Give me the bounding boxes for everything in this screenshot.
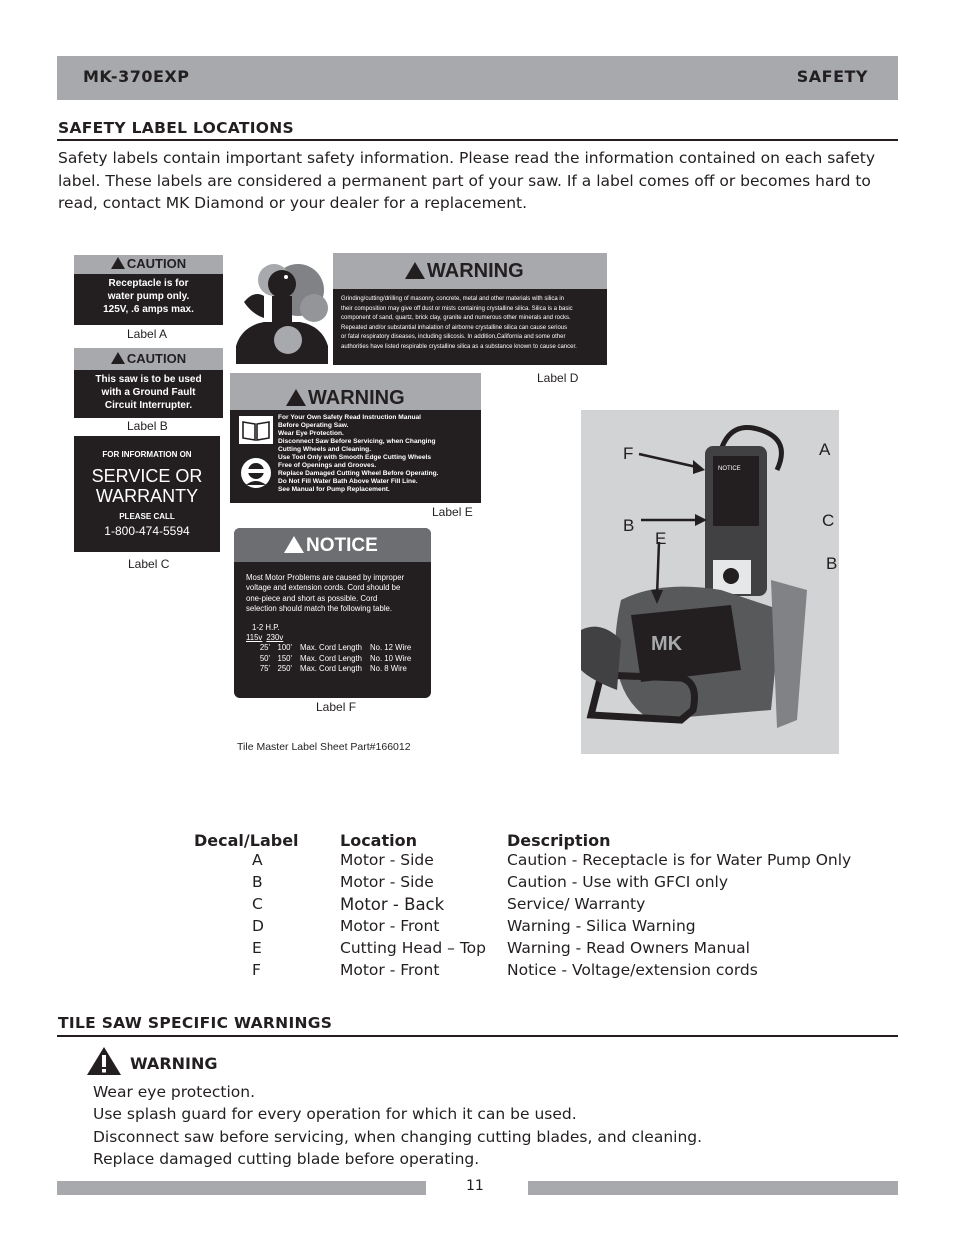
label-f-cord-table [246, 623, 411, 674]
photo-notice-text: NOTICE [718, 466, 741, 472]
warning-triangle-icon [111, 352, 125, 364]
dust-inhalation-pictogram-icon [234, 262, 330, 364]
warning-triangle-icon [111, 257, 125, 269]
col-header-description: Description [507, 831, 611, 850]
label-locations-title: SAFETY LABEL LOCATIONS [58, 119, 294, 137]
label-a-heading: CAUTION [74, 255, 223, 274]
label-b-heading: CAUTION [74, 348, 223, 370]
label-c-top: FOR INFORMATION ON [102, 450, 192, 459]
eye-protection-icon [240, 457, 272, 489]
label-f-heading: NOTICE [234, 528, 431, 562]
label-b-caption: Label B [127, 419, 168, 433]
table-row: 75' 250' Max. Cord Length No. 8 Wire [259, 663, 407, 673]
tile-saw-illustration-icon [581, 410, 839, 754]
col-header-location: Location [340, 831, 417, 850]
label-c-caption: Label C [128, 557, 170, 571]
label-sheet-caption: Tile Master Label Sheet Part#166012 [237, 741, 411, 753]
callout-b-left: B [623, 516, 635, 535]
table-row: 50' 150' Max. Cord Length No. 10 Wire [259, 653, 412, 663]
section-name: SAFETY [796, 67, 868, 86]
callout-e: E [655, 529, 667, 548]
callout-a: A [819, 440, 831, 459]
list-item: Use splash guard for every operation for which it can be used. [93, 1105, 577, 1124]
label-d-body: Grinding/cutting/drilling of masonry, concrete, metal and other materials with silica in their composition may give off dust or mists containing crystalline silica. Silica is a basic component of sand, quartz, brick clay, granite and numerous other minerals and rocks. Repeated and/or substantial inhalation of airborne crystalline silica can cause serious or fatal respiratory diseases, including silicosis. In addition,California and some other authorities have listed respirable crystalline silica as a substance known to cause cancer. [333, 289, 607, 365]
label-f-caption: Label F [316, 700, 357, 714]
callout-f: F [623, 444, 634, 463]
table-row: 25' 100' Max. Cord Length No. 12 Wire [259, 643, 412, 653]
label-f-col-headers: 115v 230v [246, 633, 284, 643]
tile-saw-warning-list [93, 1081, 702, 1170]
model-name: MK-370EXP [83, 67, 190, 86]
label-e-caption: Label E [432, 505, 473, 519]
tile-saw-warnings-title: TILE SAW SPECIFIC WARNINGS [58, 1014, 333, 1032]
label-e-body: For Your Own Safety Read Instruction Manual Before Operating Saw. Wear Eye Protection. Disconnect Saw Before Servicing, when Changing Cutting Wheels and Cleaning. Use Tool Only with Smooth Edge Cutting Wheels Free of Openings and Grooves. Replace Damaged Cutting Wheel Before Operating. Do Not Fill Water Bath Above Water Fill Line. See Manual for Pump Replacement. [230, 410, 481, 503]
label-a-body: Receptacle is for water pump only. 125V, .6 amps max. [74, 274, 223, 325]
warning-triangle-icon [86, 1046, 122, 1076]
saw-photo [581, 410, 839, 754]
warning-triangle-icon [284, 536, 304, 553]
tile-saw-warning-heading: WARNING [130, 1054, 218, 1073]
label-f-text: Most Motor Problems are caused by improper voltage and extension cords. Cord should be one-piece and short as possible. Cord selection should match the following table. [246, 573, 405, 614]
section-rule [57, 139, 898, 141]
label-a-caption: Label A [127, 327, 168, 341]
header-bar [57, 56, 898, 100]
footer-bar-left [57, 1181, 426, 1195]
warning-triangle-icon [405, 262, 425, 279]
manual-book-icon [239, 416, 273, 444]
callout-c: C [822, 511, 835, 530]
col-header-decal: Decal/Label [194, 831, 299, 850]
label-d-caption: Label D [537, 371, 579, 385]
section-rule [57, 1035, 898, 1037]
label-f [234, 528, 431, 698]
callout-b-right: B [826, 554, 838, 573]
label-c-big1: SERVICE OR [91, 466, 203, 486]
list-item: Replace damaged cutting blade before operating. [93, 1149, 480, 1168]
label-c-phone: 1-800-474-5594 [104, 524, 190, 538]
warning-triangle-icon [286, 389, 306, 406]
list-item: Wear eye protection. [93, 1083, 256, 1101]
label-f-hp: 1-2 H.P. [252, 623, 280, 632]
footer-bar-right [528, 1181, 898, 1195]
label-d-heading: WARNING [333, 253, 607, 289]
label-c-big2: WARRANTY [95, 486, 199, 506]
brand-logo: MK [651, 633, 683, 655]
label-e-heading: WARNING [230, 373, 481, 410]
label-b-body: This saw is to be used with a Ground Fault Circuit Interrupter. [74, 370, 223, 418]
label-c-call: PLEASE CALL [119, 512, 175, 521]
list-item: Disconnect saw before servicing, when changing cutting blades, and cleaning. [93, 1127, 703, 1146]
page-number: 11 [466, 1178, 484, 1194]
label-c [74, 436, 220, 552]
intro-paragraph: Safety labels contain important safety information. Please read the information contained on each safety label. These labels are considered a permanent part of your saw. If a label comes off or becomes hard to read, contact MK Diamond or your dealer for a replacement. [58, 149, 876, 212]
